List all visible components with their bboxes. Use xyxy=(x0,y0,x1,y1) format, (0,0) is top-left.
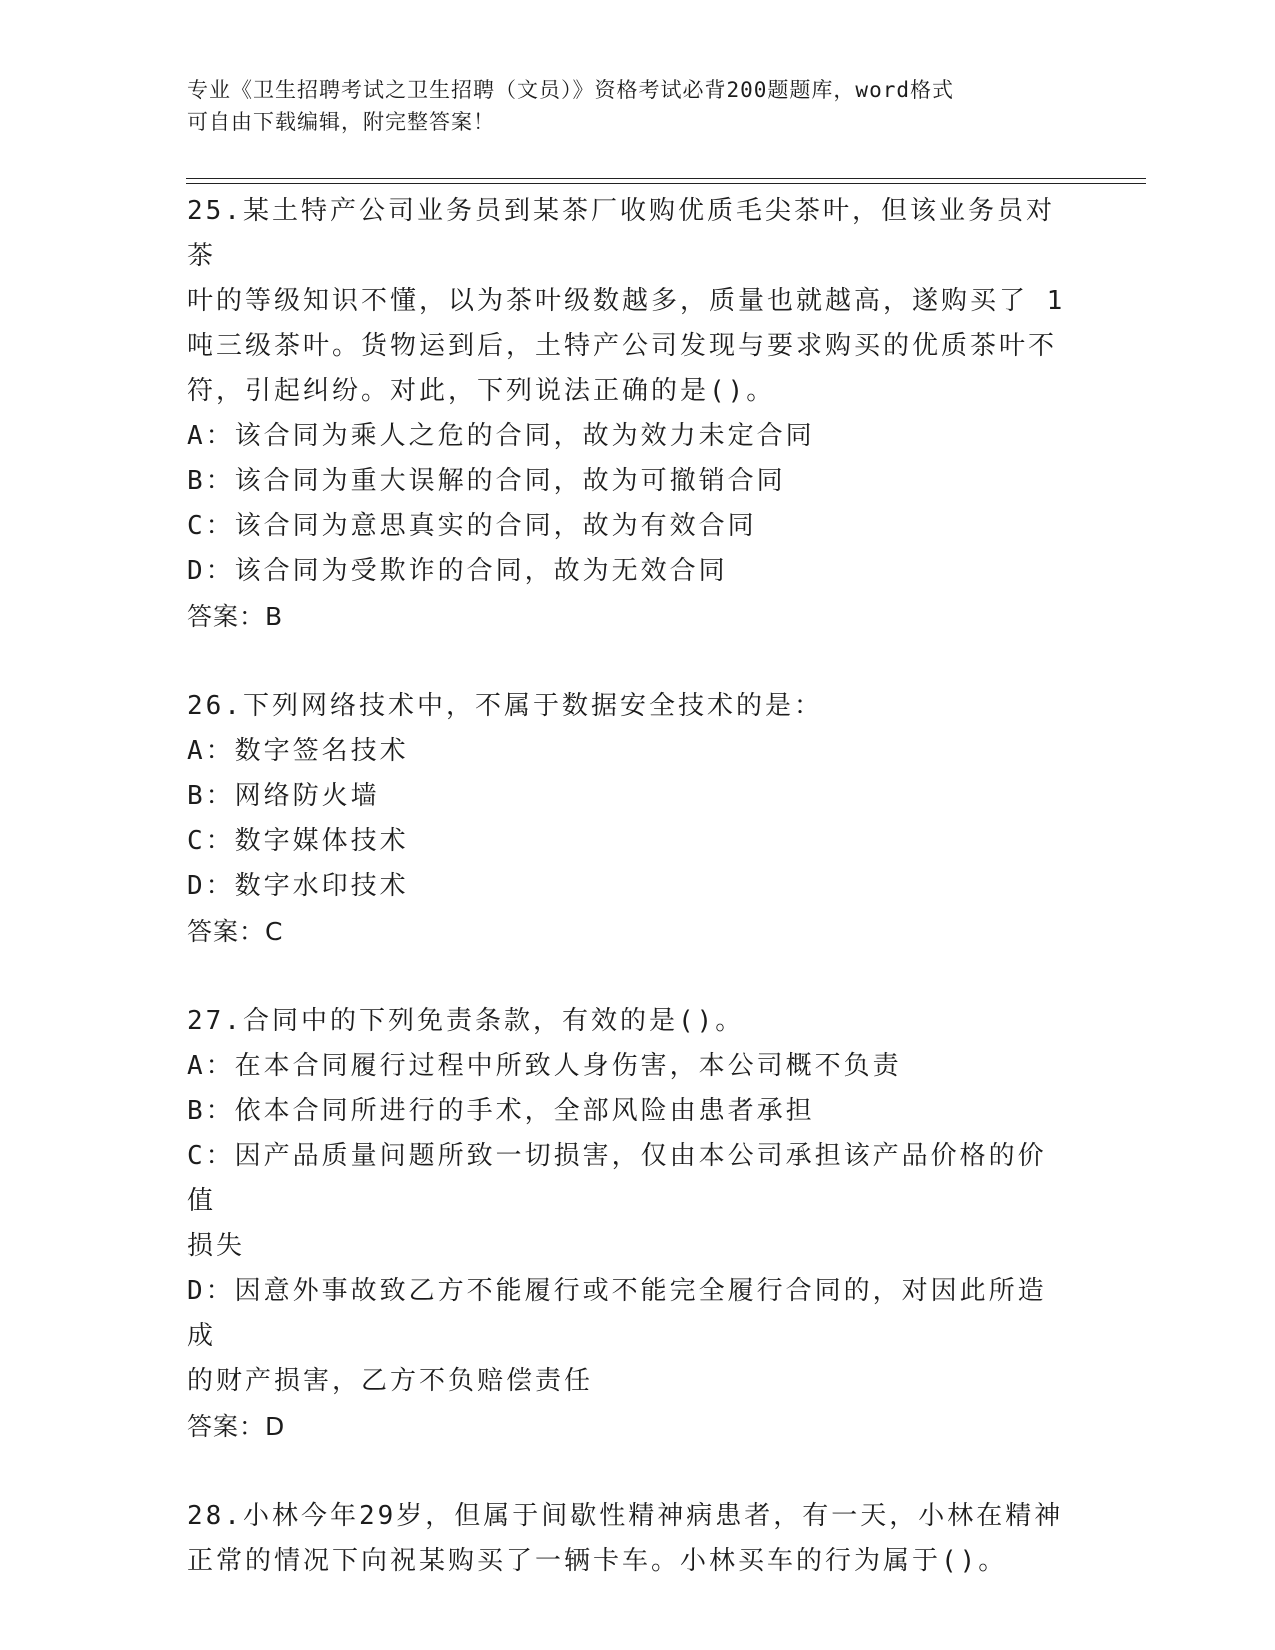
question-stem-line: 25.某土特产公司业务员到某茶厂收购优质毛尖茶叶，但该业务员对茶 xyxy=(187,196,1055,271)
answer-line: 答案：D xyxy=(187,1412,286,1441)
header-line: 专业《卫生招聘考试之卫生招聘（文员）》资格考试必背200题题库，word格式 xyxy=(187,78,954,102)
question-stem-line: 28.小林今年29岁，但属于间歇性精神病患者，有一天，小林在精神 xyxy=(187,1501,1064,1531)
question-stem-line: 正常的情况下向祝某购买了一辆卡车。小林买车的行为属于()。 xyxy=(187,1546,1008,1576)
option-b: B：该合同为重大误解的合同，故为可撤销合同 xyxy=(187,466,786,496)
question-stem-line: 26.下列网络技术中，不属于数据安全技术的是： xyxy=(187,691,823,721)
question-stem-line: 27.合同中的下列免责条款，有效的是()。 xyxy=(187,1006,745,1036)
question-25 xyxy=(187,189,1067,639)
question-28 xyxy=(187,1494,1067,1584)
option-c: C：数字媒体技术 xyxy=(187,826,409,856)
option-b: B：依本合同所进行的手术，全部风险由患者承担 xyxy=(187,1096,815,1126)
option-d-continuation: 的财产损害，乙方不负赔偿责任 xyxy=(187,1366,594,1396)
option-c-continuation: 损失 xyxy=(187,1231,246,1261)
option-b: B：网络防火墙 xyxy=(187,781,380,811)
option-c: C：该合同为意思真实的合同，故为有效合同 xyxy=(187,511,757,541)
option-a: A：数字签名技术 xyxy=(187,736,409,766)
option-a: A：在本合同履行过程中所致人身伤害，本公司概不负责 xyxy=(187,1051,902,1081)
header-divider-top xyxy=(186,178,1146,179)
question-27 xyxy=(187,999,1067,1449)
header-line: 可自由下载编辑，附完整答案！ xyxy=(187,110,495,134)
option-a: A：该合同为乘人之危的合同，故为效力未定合同 xyxy=(187,421,815,451)
option-d: D：数字水印技术 xyxy=(187,871,409,901)
question-spacer xyxy=(187,639,1067,684)
question-spacer xyxy=(187,1449,1067,1494)
option-d: D：因意外事故致乙方不能履行或不能完全履行合同的，对因此所造成 xyxy=(187,1276,1047,1351)
question-list xyxy=(187,189,1067,1584)
question-spacer xyxy=(187,954,1067,999)
document-header xyxy=(187,74,1067,138)
question-stem-line: 吨三级茶叶。货物运到后，土特产公司发现与要求购买的优质茶叶不 xyxy=(187,331,1058,361)
option-d: D：该合同为受欺诈的合同，故为无效合同 xyxy=(187,556,728,586)
answer-line: 答案：C xyxy=(187,917,284,946)
answer-line: 答案：B xyxy=(187,602,284,631)
option-c: C：因产品质量问题所致一切损害，仅由本公司承担该产品价格的价值 xyxy=(187,1141,1047,1216)
header-divider-bottom xyxy=(186,183,1146,184)
question-stem-line: 叶的等级知识不懂，以为茶叶级数越多，质量也就越高，遂购买了 1 xyxy=(187,286,1066,316)
question-stem-line: 符，引起纠纷。对此，下列说法正确的是()。 xyxy=(187,376,776,406)
question-26 xyxy=(187,684,1067,954)
